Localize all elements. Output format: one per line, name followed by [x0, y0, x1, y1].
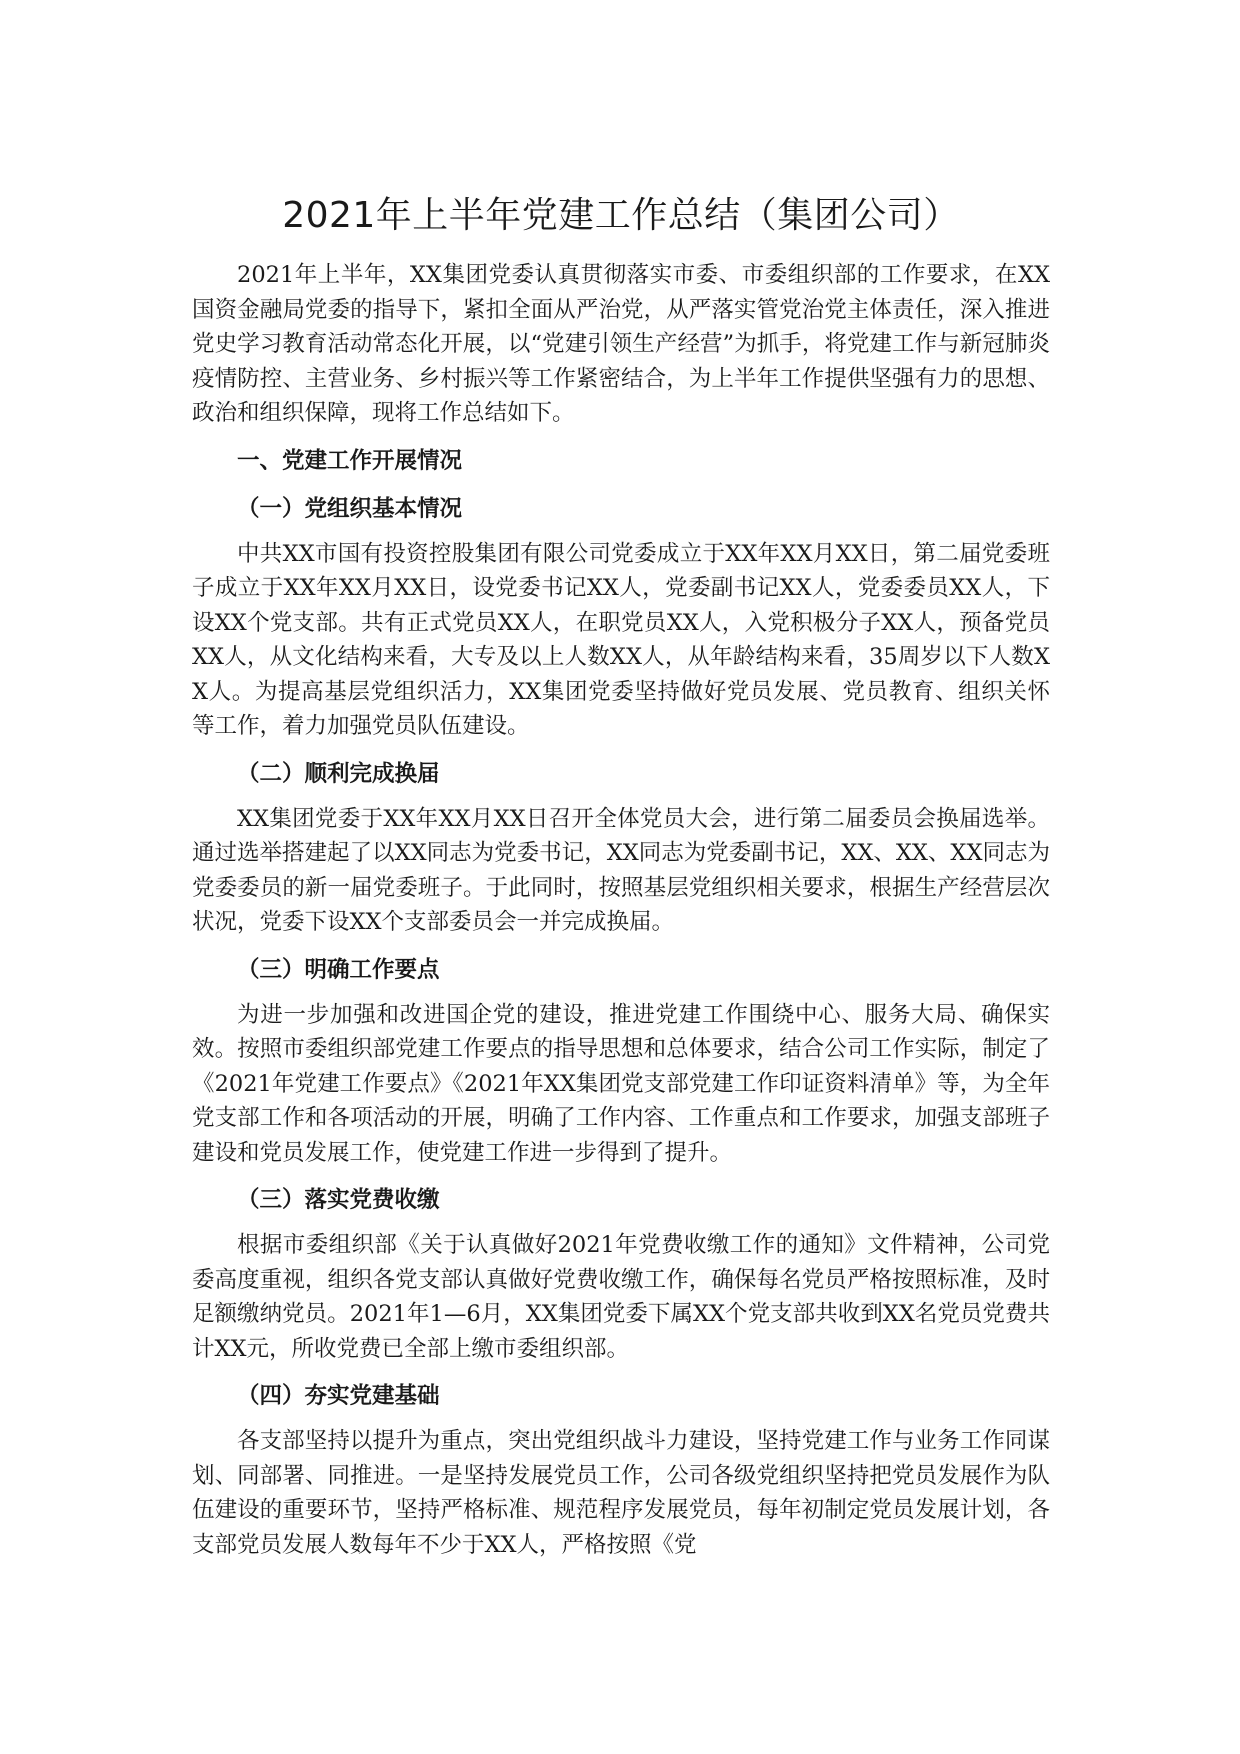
document-body	[192, 188, 1050, 1562]
section-heading-1: 一、党建工作开展情况	[237, 447, 463, 474]
subsection-paragraph-1: 中共XX市国有投资控股集团有限公司党委成立于XX年XX月XX日，第二届党委班子成立于XX年XX月XX日，设党委书记XX人，党委副书记XX人，党委委员XX人，下设XX个党支部。共有正式党员XX人，在职党员XX人，入党积极分子XX人，预备党员XX人，从文化结构来看，大专及以上人数XX人，从年龄结构来看，35周岁以下人数XX人。为提高基层党组织活力，XX集团党委坚持做好党员发展、党员教育、组织关怀等工作，着力加强党员队伍建设。	[192, 540, 1050, 739]
subsection-paragraph-3: 为进一步加强和改进国企党的建设，推进党建工作围绕中心、服务大局、确保实效。按照市委组织部党建工作要点的指导思想和总体要求，结合公司工作实际，制定了《2021年党建工作要点》《2021年XX集团党支部党建工作印证资料清单》等，为全年党支部工作和各项活动的开展，明确了工作内容、工作重点和工作要求，加强支部班子建设和党员发展工作，使党建工作进一步得到了提升。	[192, 1001, 1050, 1166]
subsection-paragraph-2: XX集团党委于XX年XX月XX日召开全体党员大会，进行第二届委员会换届选举。通过选举搭建起了以XX同志为党委书记，XX同志为党委副书记，XX、XX、XX同志为党委委员的新一届党委班子。于此同时，按照基层党组织相关要求，根据生产经营层次状况，党委下设XX个支部委员会一并完成换届。	[192, 805, 1050, 935]
document-title: 2021年上半年党建工作总结（集团公司）	[282, 195, 960, 236]
subsection-paragraph-4: 根据市委组织部《关于认真做好2021年党费收缴工作的通知》文件精神，公司党委高度重视，组织各党支部认真做好党费收缴工作，确保每名党员严格按照标准，及时足额缴纳党员。2021年1—6月，XX集团党委下属XX个党支部共收到XX名党员党费共计XX元，所收党费已全部上缴市委组织部。	[192, 1232, 1050, 1362]
subsection-paragraph-5: 各支部坚持以提升为重点，突出党组织战斗力建设，坚持党建工作与业务工作同谋划、同部署、同推进。一是坚持发展党员工作，公司各级党组织坚持把党员发展作为队伍建设的重要环节，坚持严格标准、规范程序发展党员，每年初制定党员发展计划，各支部党员发展人数每年不少于XX人，严格按照《党	[192, 1428, 1050, 1558]
subsection-heading-2: （二）顺利完成换届	[237, 760, 440, 787]
subsection-heading-3: （三）明确工作要点	[237, 956, 440, 983]
intro-paragraph: 2021年上半年，XX集团党委认真贯彻落实市委、市委组织部的工作要求，在XX国资金融局党委的指导下，紧扣全面从严治党，从严落实管党治党主体责任，深入推进党史学习教育活动常态化开展，以“党建引领生产经营”为抓手，将党建工作与新冠肺炎疫情防控、主营业务、乡村振兴等工作紧密结合，为上半年工作提供坚强有力的思想、政治和组织保障，现将工作总结如下。	[192, 262, 1050, 426]
subsection-heading-1: （一）党组织基本情况	[237, 495, 463, 522]
subsection-heading-5: （四）夯实党建基础	[237, 1383, 440, 1409]
subsection-heading-4: （三）落实党费收缴	[237, 1187, 440, 1213]
